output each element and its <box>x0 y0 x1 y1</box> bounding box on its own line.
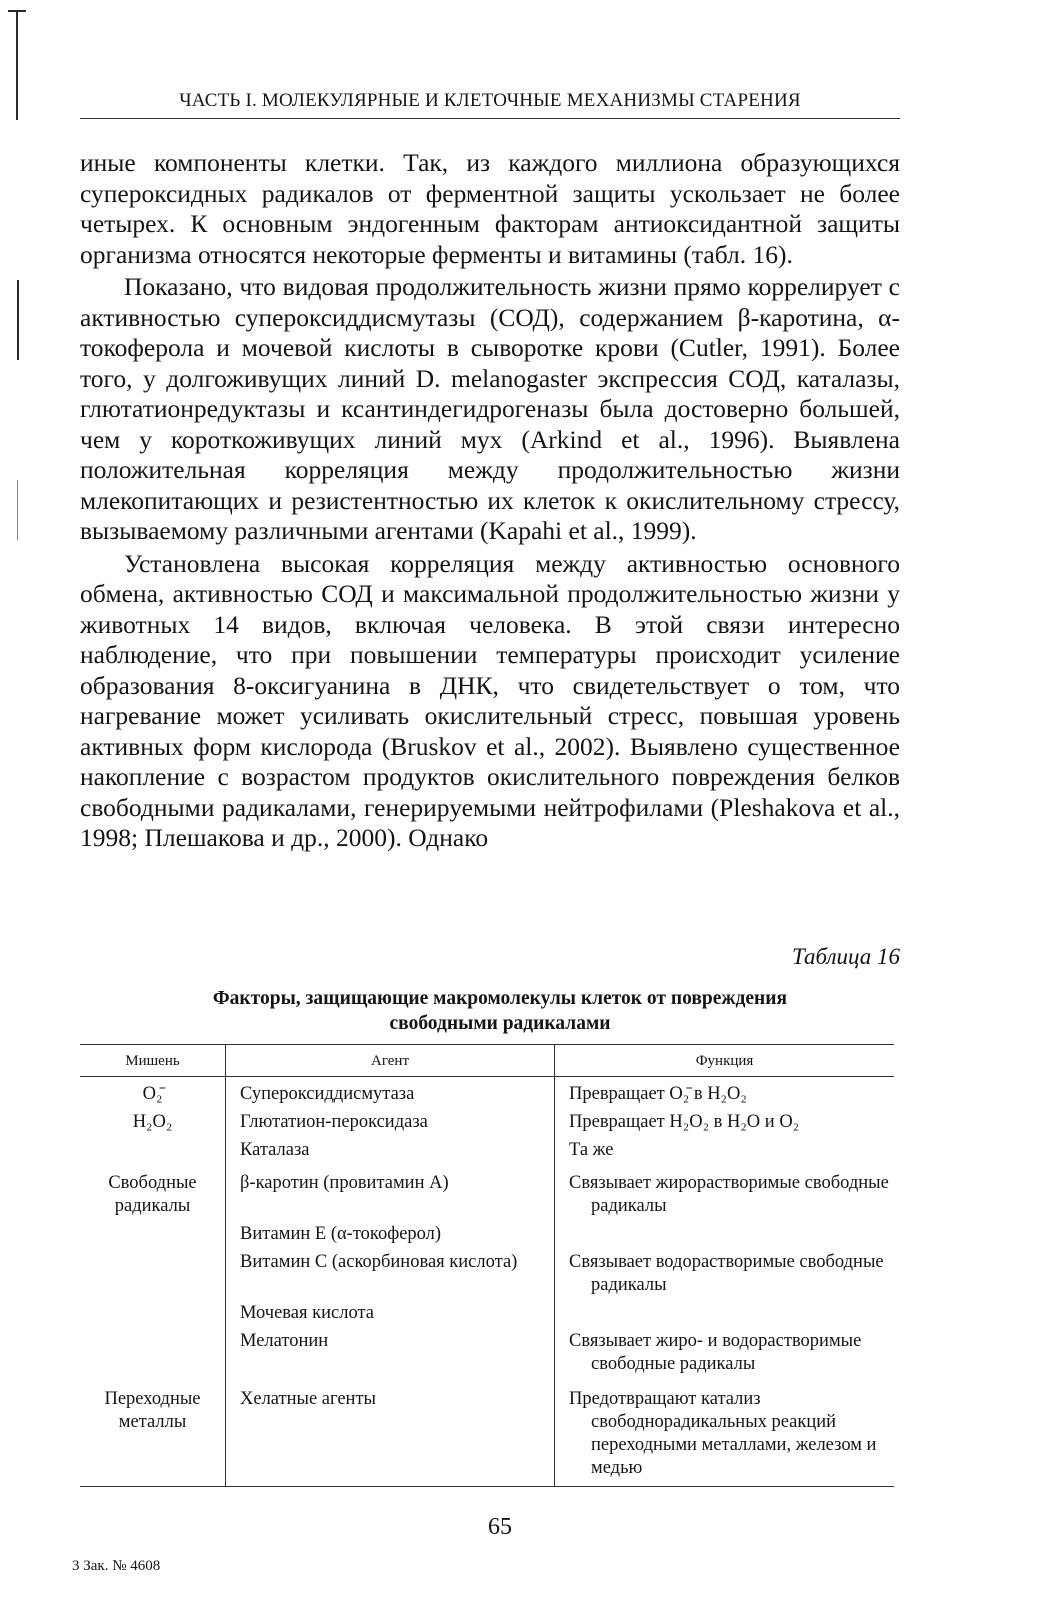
header-agent: Агент <box>226 1045 555 1077</box>
cell-target: O₂̄ <box>142 1084 163 1104</box>
cell-function: Связывает жиро- и водорастворимые свободные радикалы <box>569 1331 862 1374</box>
paragraph-2: Показано, что видовая продолжительность жизни прямо коррелирует с активностью супероксиддисмутазы (СОД), содержанием β-каротина, α-токоферола и мочевой кислоты в сыворотке крови (Cutler, 1991). Более того, у долгоживущих линий D. melanogaster экспрессия СОД, каталазы, глютатионредуктазы и ксантиндегидрогеназы была достоверно большей, чем у короткоживущих линий мух (Arkind et al., 1996). Выявлена положительная корреляция между продолжительностью жизни млекопитающих и резистентностью их клеток к окислительному стрессу, вызываемому различными агентами (Kapahi et al., 1999). <box>80 272 900 545</box>
binding-mark-vertical <box>16 10 18 120</box>
cell-function: Превращает O₂̄ в H₂O₂ <box>555 1077 895 1109</box>
table-header-row <box>80 1045 894 1077</box>
cell-agent: Мочевая кислота <box>226 1299 555 1327</box>
cell-target: H₂O₂ <box>132 1112 173 1132</box>
cell-function: Превращает H₂O₂ в H₂O и O₂ <box>555 1108 895 1136</box>
table-row <box>80 1077 894 1109</box>
cell-agent: Глютатион-пероксидаза <box>226 1108 555 1136</box>
cell-target <box>80 1248 226 1299</box>
table-title-line-2: свободными радикалами <box>389 1013 611 1034</box>
cell-function: Связывает жирорастворимые свободные радикалы <box>569 1173 889 1216</box>
cell-function: Предотвращают катализ свободнорадикальных реакций переходными металлами, железом и медью <box>569 1389 877 1478</box>
cell-target <box>80 1299 226 1327</box>
table-row <box>80 1248 894 1299</box>
cell-target <box>80 1327 226 1378</box>
header-function: Функция <box>555 1045 895 1077</box>
cell-agent: Витамин С (аскорбиновая кислота) <box>240 1252 518 1272</box>
paragraph-1: иные компоненты клетки. Так, из каждого миллиона образующихся супероксидных радикалов от ферментной защиты ускользает не более четырех. К основным эндогенным факторам антиоксидантной защиты организма относятся некоторые ферменты и витамины (табл. 16). <box>80 148 900 269</box>
cell-function: Та же <box>555 1136 895 1164</box>
page-number: 65 <box>488 1514 512 1540</box>
binding-mark-vertical-2 <box>17 280 19 360</box>
cell-agent: Каталаза <box>226 1136 555 1164</box>
table-row <box>80 1164 894 1220</box>
cell-target <box>80 1220 226 1248</box>
table-title <box>80 986 920 1036</box>
running-header: ЧАСТЬ I. МОЛЕКУЛЯРНЫЕ И КЛЕТОЧНЫЕ МЕХАНИЗМЫ СТАРЕНИЯ <box>80 90 900 119</box>
table-row <box>80 1220 894 1248</box>
cell-target: Свободные радикалы <box>108 1173 197 1216</box>
table-row <box>80 1378 894 1487</box>
binding-mark-vertical-3 <box>17 480 18 540</box>
cell-agent: Мелатонин <box>226 1327 555 1378</box>
cell-agent: Витамин Е (α-токоферол) <box>226 1220 555 1248</box>
table-row <box>80 1108 894 1136</box>
cell-function <box>555 1299 895 1327</box>
table-row <box>80 1299 894 1327</box>
cell-target <box>80 1136 226 1164</box>
factors-table <box>80 1044 894 1487</box>
paragraph-3: Установлена высокая корреляция между активностью основного обмена, активностью СОД и максимальной продолжительностью жизни у животных 14 видов, включая человека. В этой связи интересно наблюдение, что при повышении температуры происходит усиление образования 8-оксигуанина в ДНК, что свидетельствует о том, что нагревание может усиливать окислительный стресс, повышая уровень активных форм кислорода (Bruskov et al., 2002). Выявлено существенное накопление с возрастом продуктов окислительного повреждения белков свободными радикалами, генерируемыми нейтрофилами (Pleshakova et al., 1998; Плешакова и др., 2000). Однако <box>80 548 900 852</box>
table-row <box>80 1136 894 1164</box>
cell-target: Переходные металлы <box>80 1378 226 1487</box>
table-row <box>80 1327 894 1378</box>
cell-function <box>555 1220 895 1248</box>
body-text <box>80 148 900 854</box>
cell-agent: Хелатные агенты <box>226 1378 555 1487</box>
footer-note: 3 Зак. № 4608 <box>72 1558 161 1574</box>
cell-function: Связывает водорастворимые свободные радикалы <box>569 1252 884 1295</box>
header-target: Мишень <box>80 1045 226 1077</box>
table-label: Таблица 16 <box>791 944 900 969</box>
table-title-line-1: Факторы, защищающие макромолекулы клеток от повреждения <box>212 988 788 1009</box>
cell-agent: β-каротин (провитамин А) <box>226 1164 555 1220</box>
cell-agent: Супероксиддисмутаза <box>226 1077 555 1109</box>
